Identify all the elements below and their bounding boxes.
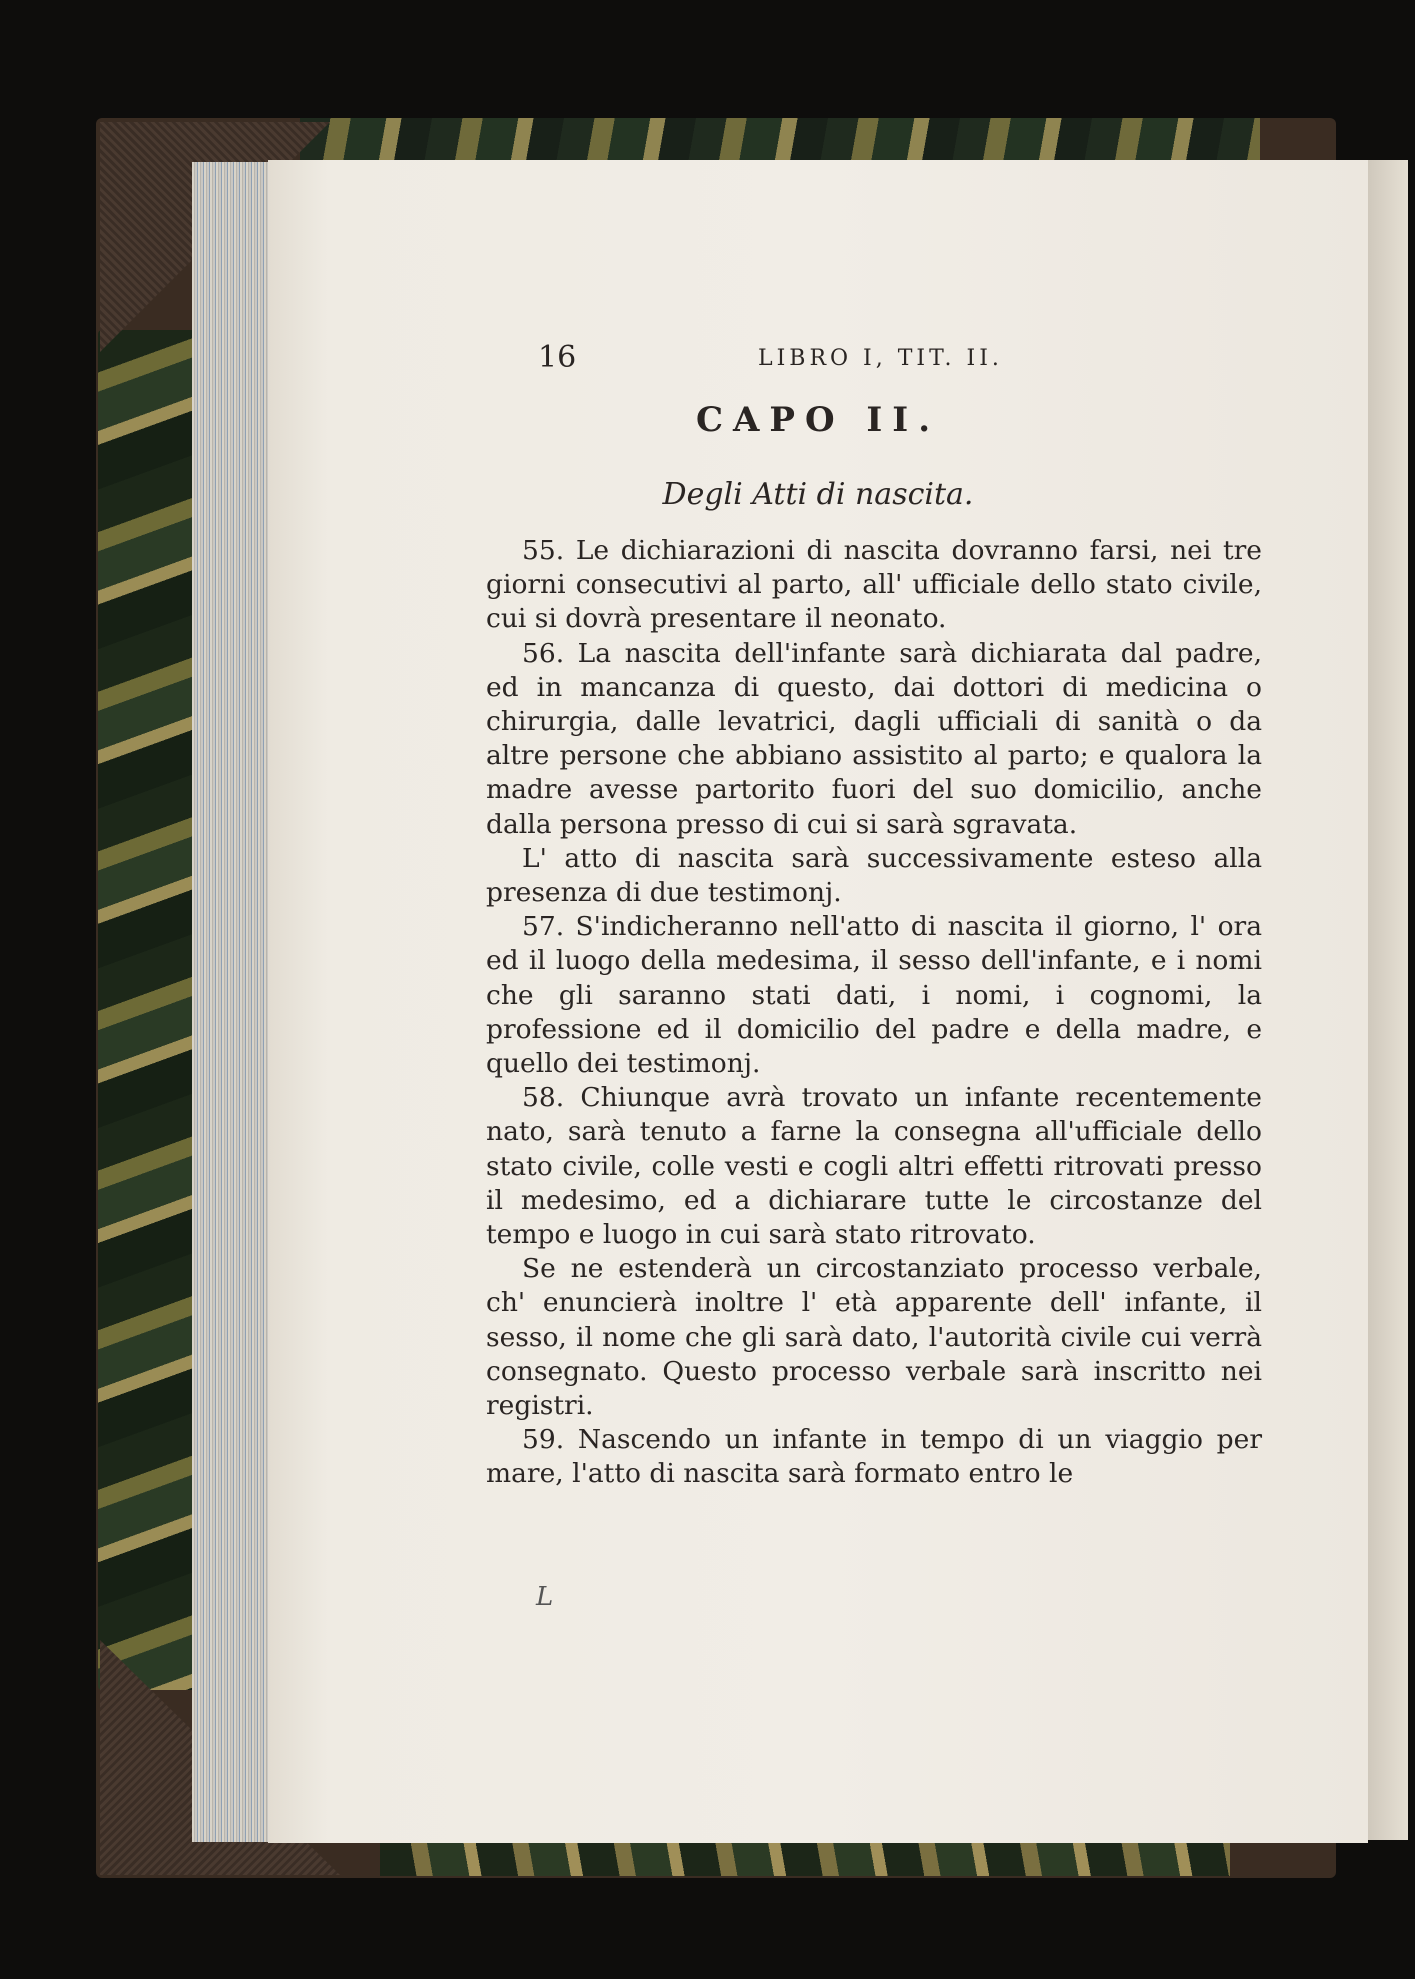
pencil-annotation: L	[536, 1582, 554, 1612]
paragraph-57: 57. S'indicheranno nell'atto di nascita il giorno, l' ora ed il luogo della medesima, il sesso dell'infante, e i nomi che gli saranno stati dati, i nomi, i cognomi, la professione ed il domicilio del padre e della madre, e quello dei testimonj.	[486, 911, 1262, 1080]
marbled-board-left	[98, 330, 198, 1690]
paragraph-56: 56. La nascita dell'infante sarà dichiarata dal padre, ed in mancanza di questo, dai dottori di medicina o chirurgia, dalle levatrici, dagli ufficiali di sanità o da altre persone che abbiano assistito al parto; e qualora la madre avesse partorito fuori del suo domicilio, anche dalla persona presso di cui si sarà sgravata.	[486, 637, 1262, 840]
paragraph-58: 58. Chiunque avrà trovato un infante recentemente nato, sarà tenuto a farne la consegna all'ufficiale dello stato civile, colle vesti e cogli altri effetti ritrovati presso il medesimo, ed a dichiarare tutte le circostanze del tempo e luogo in cui sarà stato ritrovato.	[486, 1082, 1262, 1251]
paragraph-55: 55. Le dichiarazioni di nascita dovranno farsi, nei tre giorni consecutivi al parto, all' ufficiale dello stato civile, cui si dovrà presentare il neonato.	[486, 535, 1262, 635]
facing-page-edge	[1368, 160, 1408, 1840]
paragraph-56-cont: L' atto di nascita sarà successivamente esteso alla presenza di due testimonj.	[486, 842, 1262, 909]
paragraph-58-cont: Se ne estenderà un circostanziato processo verbale, ch' enuncierà inoltre l' età apparente dell' infante, il sesso, il nome che gli sarà dato, l'autorità civile cui verrà consegnato. Questo processo verbale sarà inscritto nei registri.	[486, 1253, 1262, 1422]
chapter-subtitle: Degli Atti di nascita.	[662, 477, 974, 512]
paragraph-59: 59. Nascendo un infante in tempo di un viaggio per mare, l'atto di nascita sarà formato entro le	[486, 1424, 1262, 1490]
running-head: LIBRO I, TIT. II.	[758, 346, 1003, 371]
marbled-board-top	[300, 118, 1260, 166]
page-number: 16	[538, 340, 577, 375]
marbled-board-bottom	[380, 1842, 1230, 1876]
page-body	[486, 534, 1262, 1492]
page-edges	[192, 162, 272, 1842]
chapter-title: CAPO II.	[695, 400, 941, 440]
book-page	[268, 160, 1368, 1843]
